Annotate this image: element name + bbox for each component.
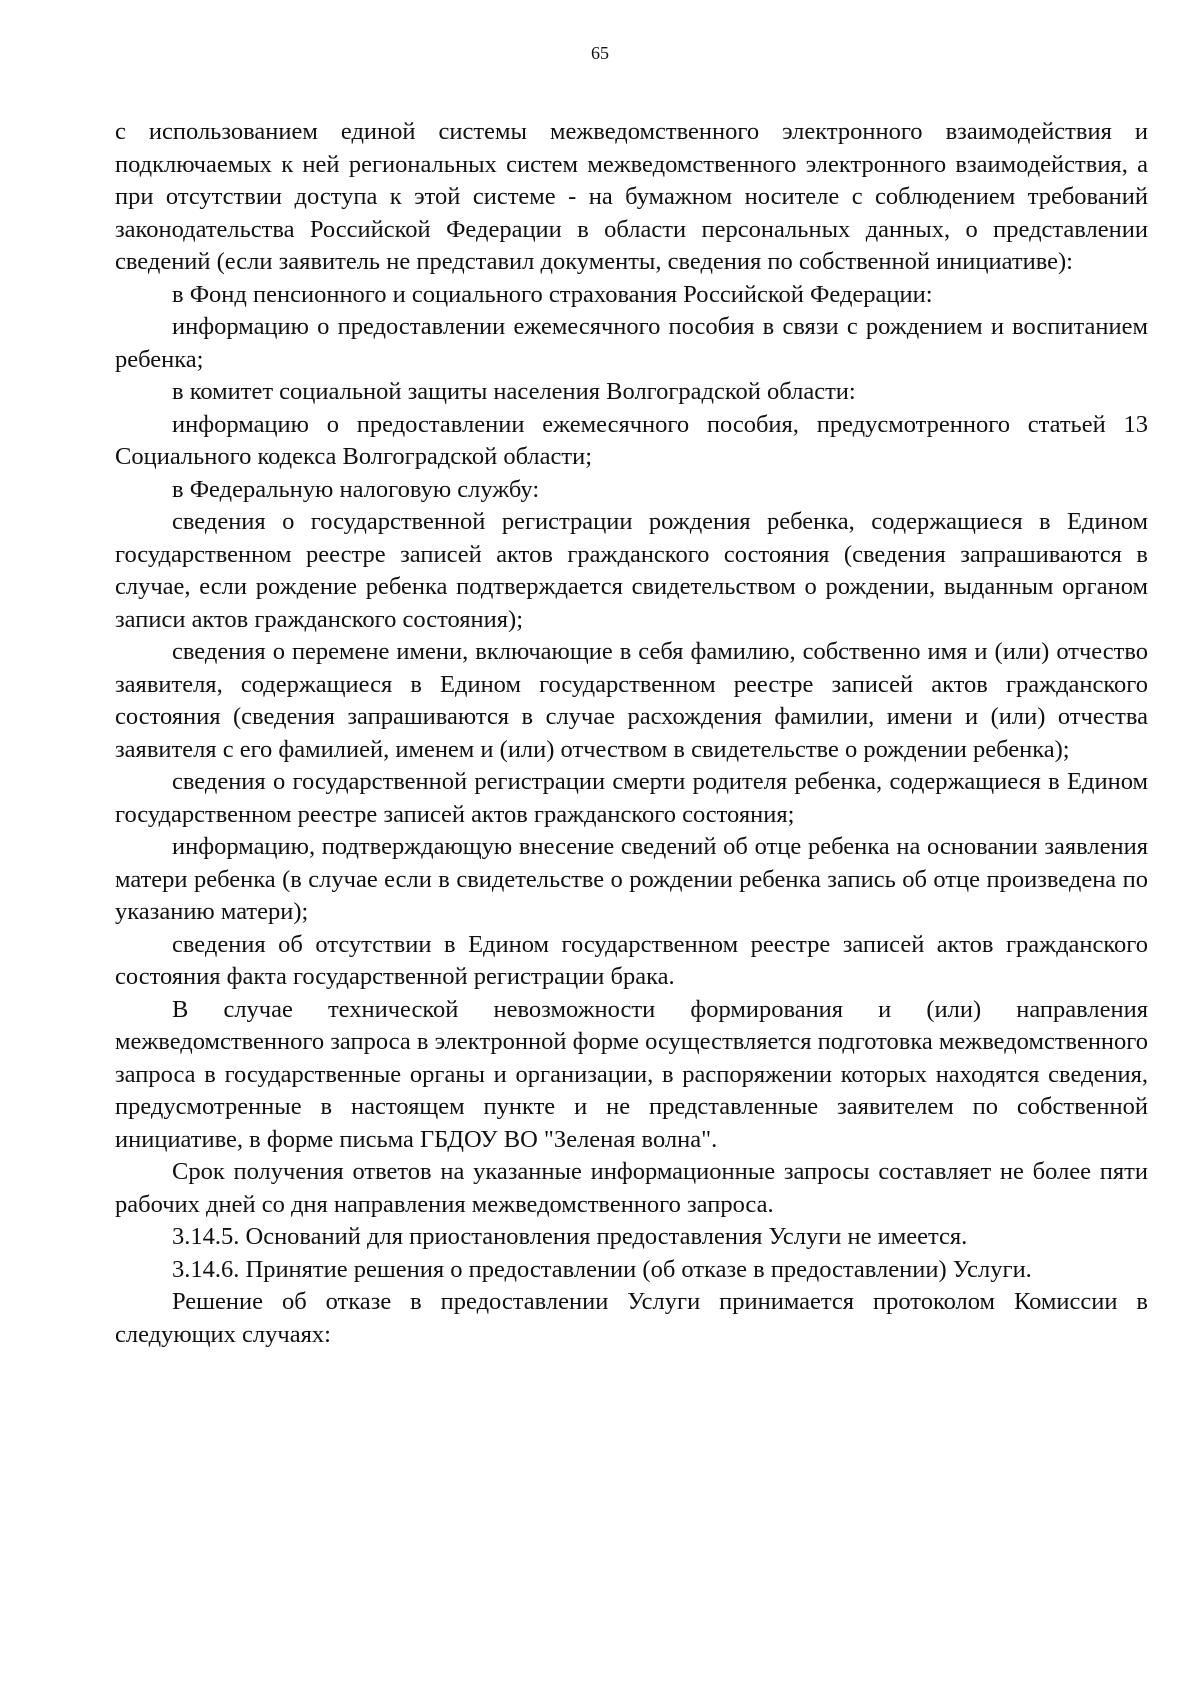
paragraph-tax-service: в Федеральную налоговую службу:: [172, 475, 540, 503]
page-number: 65: [591, 43, 609, 63]
paragraph-social-protection-committee: в комитет социальной защиты населения Волгоградской области:: [172, 378, 856, 405]
paragraph-name-change: сведения о перемене имени, включающие в себя фамилию, собственно имя и (или) отчество заявителя, содержащиеся в Едином государственном реестре записей актов гражданского состояния (сведения запрашиваются в случае расхождения фамилии, имени и (или) отчества заявителя с его фамилией, именем и (или) отчеством в свидетельстве о рождении ребенка);: [115, 638, 1148, 763]
paragraph-refusal-decision: Решение об отказе в предоставлении Услуги принимается протоколом Комиссии в следующих случаях:: [115, 1288, 1148, 1348]
paragraph-3-14-5: 3.14.5. Оснований для приостановления предоставления Услуги не имеется.: [172, 1223, 968, 1250]
paragraph-death-registration: сведения о государственной регистрации смерти родителя ребенка, содержащиеся в Едином государственном реестре записей актов гражданского состояния;: [115, 768, 1148, 828]
document-body: [115, 116, 1148, 1351]
paragraph-response-deadline: Срок получения ответов на указанные информационные запросы составляет не более пяти рабочих дней со дня направления межведомственного запроса.: [115, 1158, 1148, 1218]
paragraph-father-info: информацию, подтверждающую внесение сведений об отце ребенка на основании заявления матери ребенка (в случае если в свидетельстве о рождении ребенка запись об отце произведена по указанию матери);: [115, 833, 1148, 925]
paragraph-monthly-allowance-info: информацию о предоставлении ежемесячного пособия в связи с рождением и воспитанием ребенка;: [115, 313, 1148, 373]
paragraph-birth-registration: сведения о государственной регистрации рождения ребенка, содержащиеся в Едином государственном реестре записей актов гражданского состояния (сведения запрашиваются в случае, если рождение ребенка подтверждается свидетельством о рождении, выданным органом записи актов гражданского состояния);: [115, 508, 1148, 633]
paragraph-marriage-absence: сведения об отсутствии в Едином государственном реестре записей актов гражданского состояния факта государственной регистрации брака.: [115, 930, 1148, 990]
paragraph-pension-fund: в Фонд пенсионного и социального страхования Российской Федерации:: [172, 280, 933, 308]
paragraph-technical-impossibility: В случае технической невозможности формирования и (или) направления межведомственного запроса в электронной форме осуществляется подготовка межведомственного запроса в государственные органы и организации, в распоряжении которых находятся сведения, предусмотренные в настоящем пункте и не представленные заявителем по собственной инициативе, в форме письма ГБДОУ ВО "Зеленая волна".: [115, 995, 1148, 1153]
paragraph-3-14-6: 3.14.6. Принятие решения о предоставлении (об отказе в предоставлении) Услуги.: [172, 1255, 1032, 1283]
paragraph-article-13-allowance: информацию о предоставлении ежемесячного пособия, предусмотренного статьей 13 Социального кодекса Волгоградской области;: [115, 410, 1148, 470]
paragraph-interagency-request: с использованием единой системы межведомственного электронного взаимодействия и подключаемых к ней региональных систем межведомственного электронного взаимодействия, а при отсутствии доступа к этой системе - на бумажном носителе с соблюдением требований законодательства Российской Федерации в области персональных данных, о представлении сведений (если заявитель не представил документы, сведения по собственной инициативе):: [115, 118, 1148, 275]
